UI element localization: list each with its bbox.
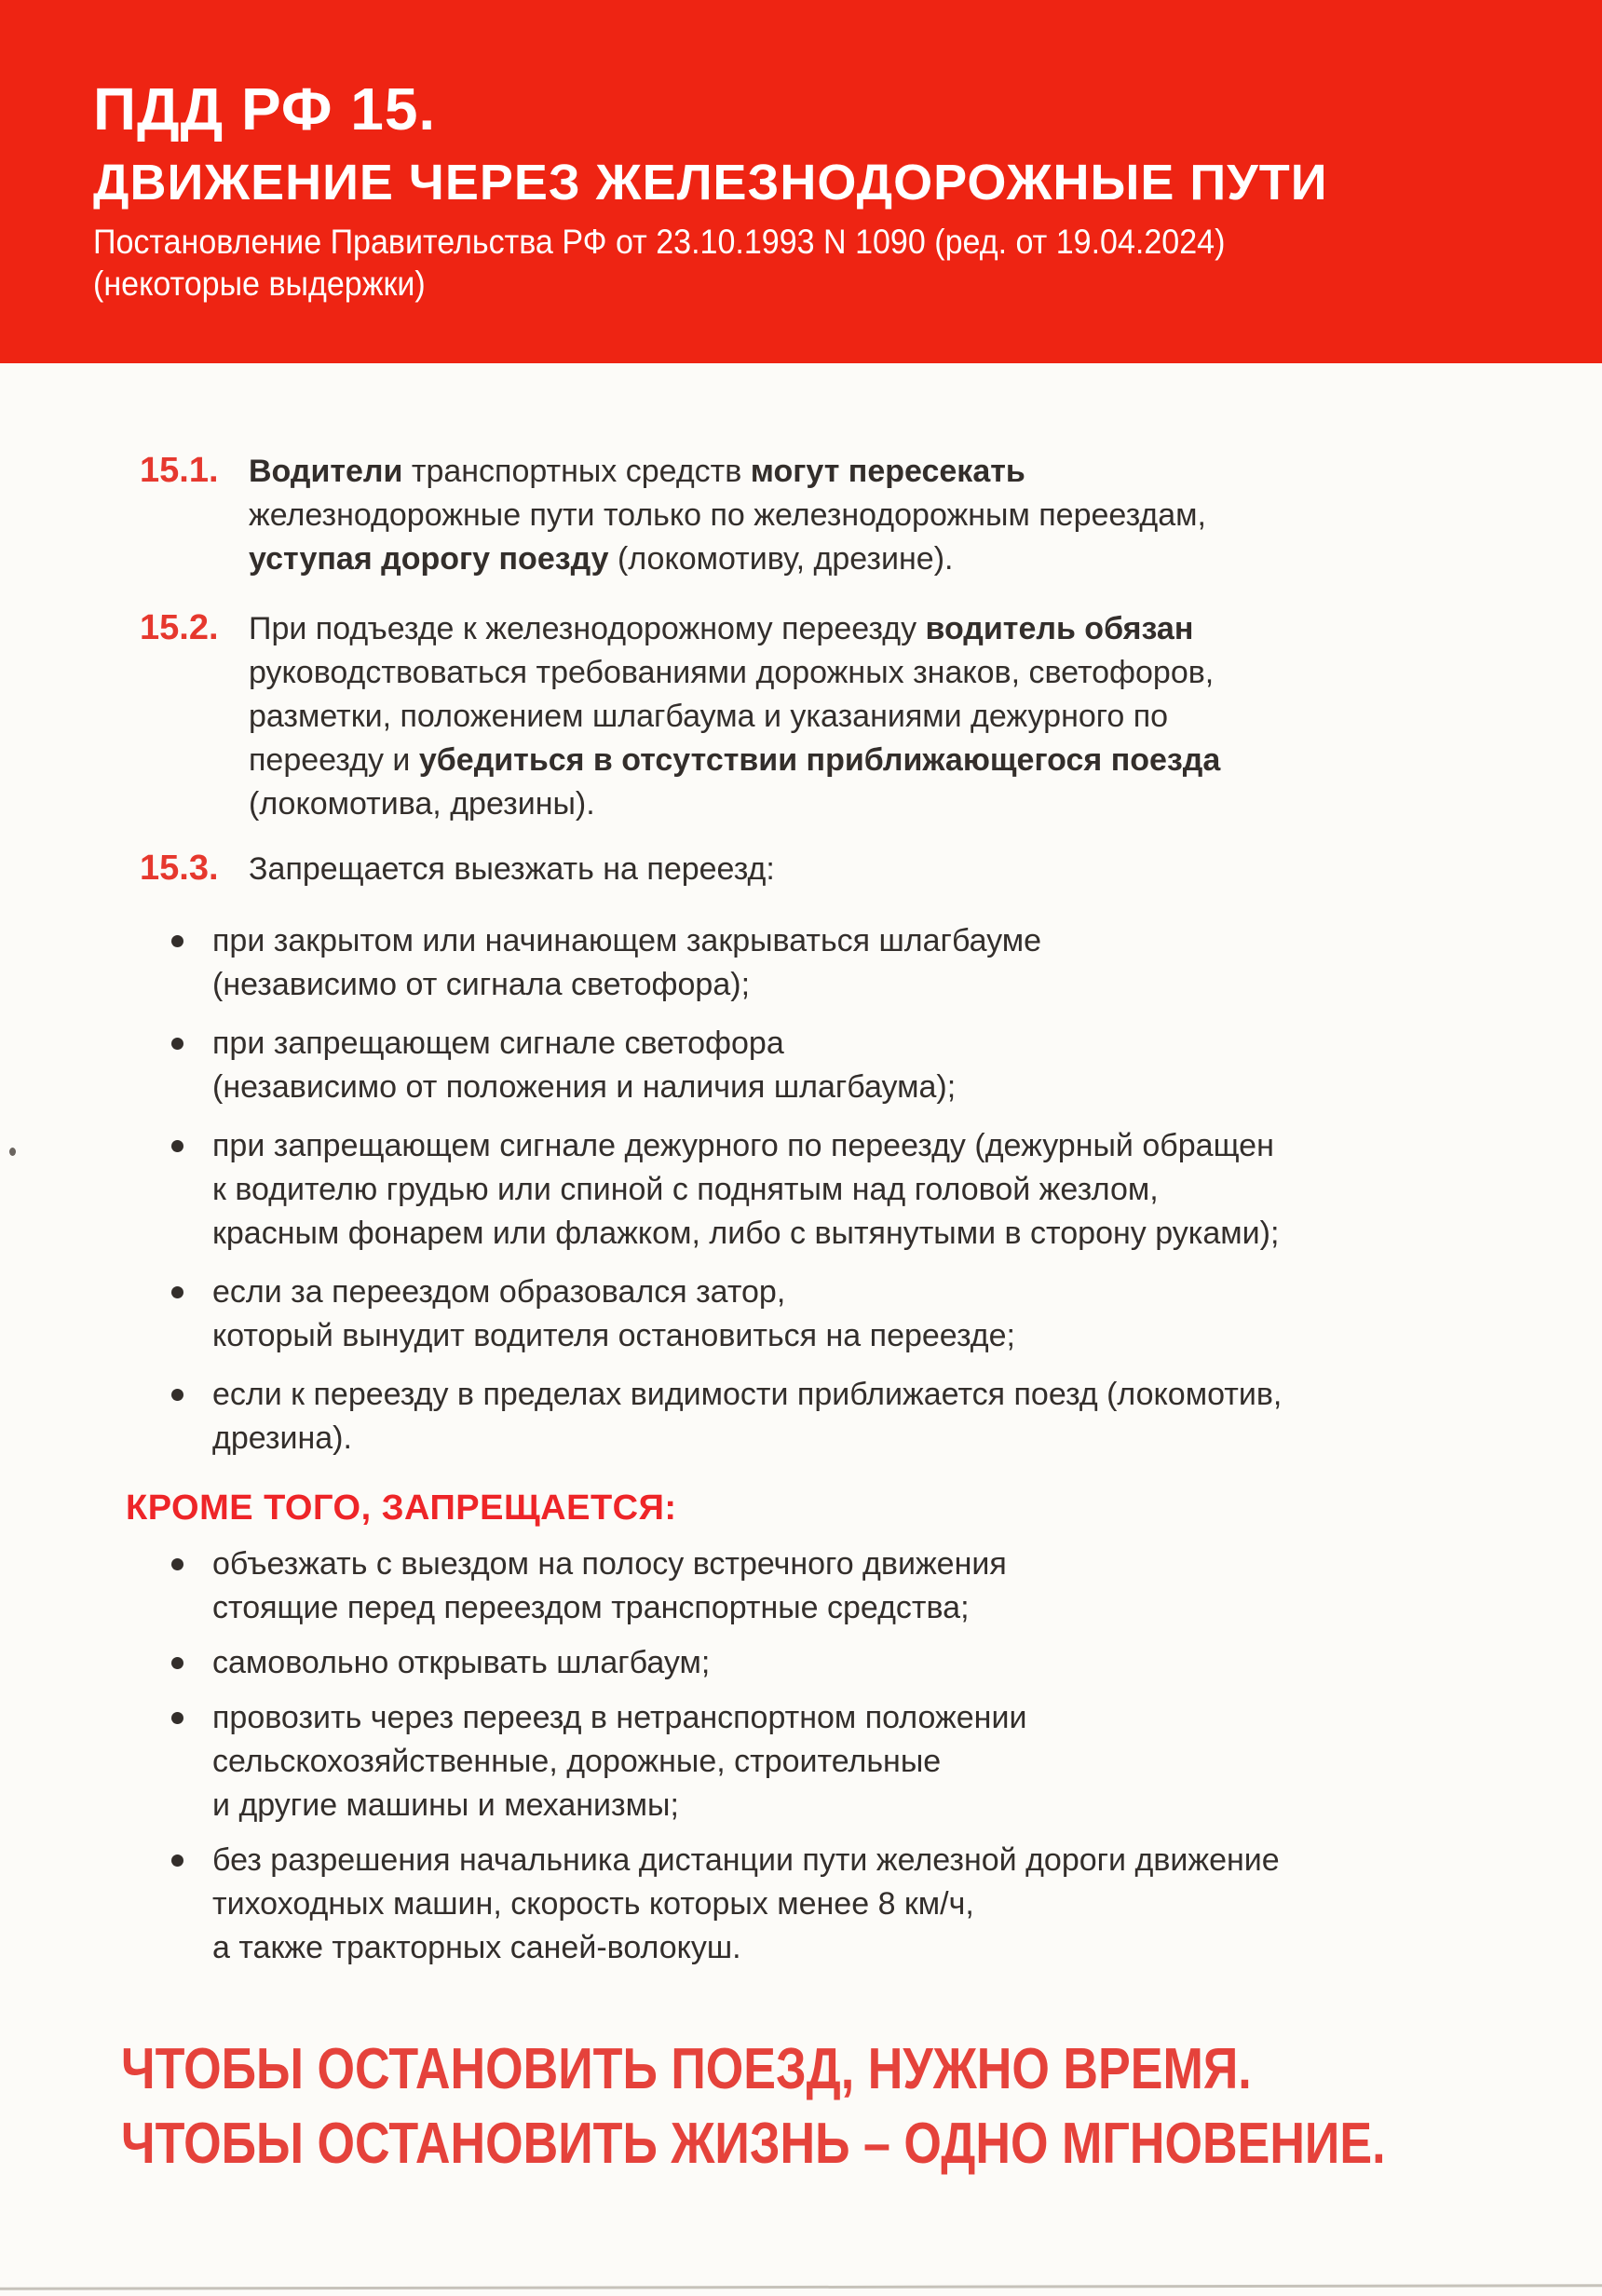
- bullet-item: [0, 919, 1602, 1007]
- section-number: 15.3.: [140, 849, 219, 888]
- bullet-item: [0, 1124, 1602, 1256]
- page-title: ПДД РФ 15.: [93, 75, 437, 143]
- bullet-item: [0, 1542, 1602, 1630]
- bold-text: уступая дорогу поезду: [249, 541, 609, 577]
- warning-slogan: [121, 2037, 1602, 2176]
- banner: [0, 0, 1602, 363]
- text-line: самовольно открывать шлагбаум;: [212, 1645, 711, 1680]
- text-line: [140, 606, 1602, 651]
- text-line: а также тракторных саней-волокуш.: [212, 1930, 741, 1965]
- text-line: [249, 494, 1602, 537]
- section-number: 15.2.: [140, 608, 219, 647]
- slogan-line-2: ЧТОБЫ ОСТАНОВИТЬ ЖИЗНЬ – ОДНО МГНОВЕНИЕ.: [121, 2112, 1386, 2176]
- text-line: при запрещающем сигнале светофора: [212, 1026, 784, 1061]
- prohibited-entry-list: [0, 919, 1602, 1460]
- text-line: [140, 449, 1602, 494]
- text: переезду и: [249, 742, 419, 778]
- bold-text: водитель обязан: [925, 611, 1194, 646]
- bullet-item: [0, 1839, 1602, 1970]
- slogan-line-1: ЧТОБЫ ОСТАНОВИТЬ ПОЕЗД, НУЖНО ВРЕМЯ.: [121, 2037, 1252, 2101]
- text-line: который вынудит водителя остановиться на переезде;: [212, 1318, 1016, 1353]
- text-line: тихоходных машин, скорость которых менее 8 км/ч,: [212, 1886, 974, 1922]
- text-line: (независимо от сигнала светофора);: [212, 967, 751, 1002]
- text-line: провозить через переезд в нетранспортном положении: [212, 1700, 1027, 1735]
- bullet-item: [0, 1270, 1602, 1358]
- bold-text: убедиться в отсутствии приближающегося поезда: [418, 742, 1221, 778]
- text-line: дрезина).: [212, 1420, 352, 1456]
- scan-artifact-edge-line: [0, 2284, 1602, 2290]
- excerpts-note: (некоторые выдержки): [93, 265, 426, 303]
- text-line: объезжать с выездом на полосу встречного движения: [212, 1546, 1007, 1582]
- text-line: при закрытом или начинающем закрываться шлагбауме: [212, 923, 1042, 958]
- text-line: к водителю грудью или спиной с поднятым над головой жезлом,: [212, 1172, 1159, 1207]
- decree-reference: Постановление Правительства РФ от 23.10.1993 N 1090 (ред. от 19.04.2024): [93, 223, 1226, 261]
- bullet-item: [0, 1641, 1602, 1685]
- text: транспортных средств: [402, 454, 751, 489]
- text-line: [140, 847, 1602, 891]
- text: (локомотива, дрезины).: [249, 786, 595, 822]
- bullet-item: [0, 1022, 1602, 1109]
- additional-prohibitions-heading: КРОМЕ ТОГО, ЗАПРЕЩАЕТСЯ:: [126, 1488, 677, 1528]
- text: (локомотиву, дрезине).: [608, 541, 954, 577]
- text-line: (независимо от положения и наличия шлагбаума);: [212, 1069, 957, 1105]
- additional-prohibitions-list: [0, 1542, 1602, 1970]
- rule-section-151: [0, 449, 1602, 581]
- text-line: сельскохозяйственные, дорожные, строительные: [212, 1744, 942, 1779]
- text-line: красным фонарем или флажком, либо с вытянутыми в сторону руками);: [212, 1216, 1280, 1251]
- rules-content: [0, 449, 1602, 2176]
- scan-artifact-dot: [9, 1148, 16, 1156]
- text: руководствоваться требованиями дорожных знаков, светофоров,: [249, 655, 1215, 690]
- text: При подъезде к железнодорожному переезду: [249, 611, 926, 646]
- text: Запрещается выезжать на переезд:: [249, 851, 775, 887]
- text-line: [249, 537, 1602, 581]
- rules-sections: [0, 449, 1602, 891]
- text: разметки, положением шлагбаума и указаниями дежурного по: [249, 699, 1169, 734]
- text-line: [249, 739, 1602, 782]
- text-line: стоящие перед переездом транспортные средства;: [212, 1590, 970, 1625]
- bold-text: могут пересекать: [750, 454, 1025, 489]
- text-line: если к переезду в пределах видимости приближается поезд (локомотив,: [212, 1377, 1283, 1412]
- bold-text: Водители: [249, 454, 403, 489]
- page-subtitle: ДВИЖЕНИЕ ЧЕРЕЗ ЖЕЛЕЗНОДОРОЖНЫЕ ПУТИ: [93, 155, 1328, 211]
- rule-section-152: [0, 606, 1602, 826]
- text-line: [249, 651, 1602, 695]
- rule-section-153: [0, 847, 1602, 891]
- text-line: и другие машины и механизмы;: [212, 1787, 679, 1823]
- text-line: [249, 782, 1602, 826]
- text-line: при запрещающем сигнале дежурного по переезду (дежурный обращен: [212, 1128, 1274, 1163]
- bullet-item: [0, 1696, 1602, 1827]
- text: железнодорожные пути только по железнодорожным переездам,: [249, 497, 1206, 533]
- bullet-item: [0, 1373, 1602, 1460]
- text-line: если за переездом образовался затор,: [212, 1274, 786, 1310]
- text-line: [249, 695, 1602, 739]
- text-line: без разрешения начальника дистанции пути железной дороги движение: [212, 1842, 1280, 1878]
- section-number: 15.1.: [140, 451, 219, 490]
